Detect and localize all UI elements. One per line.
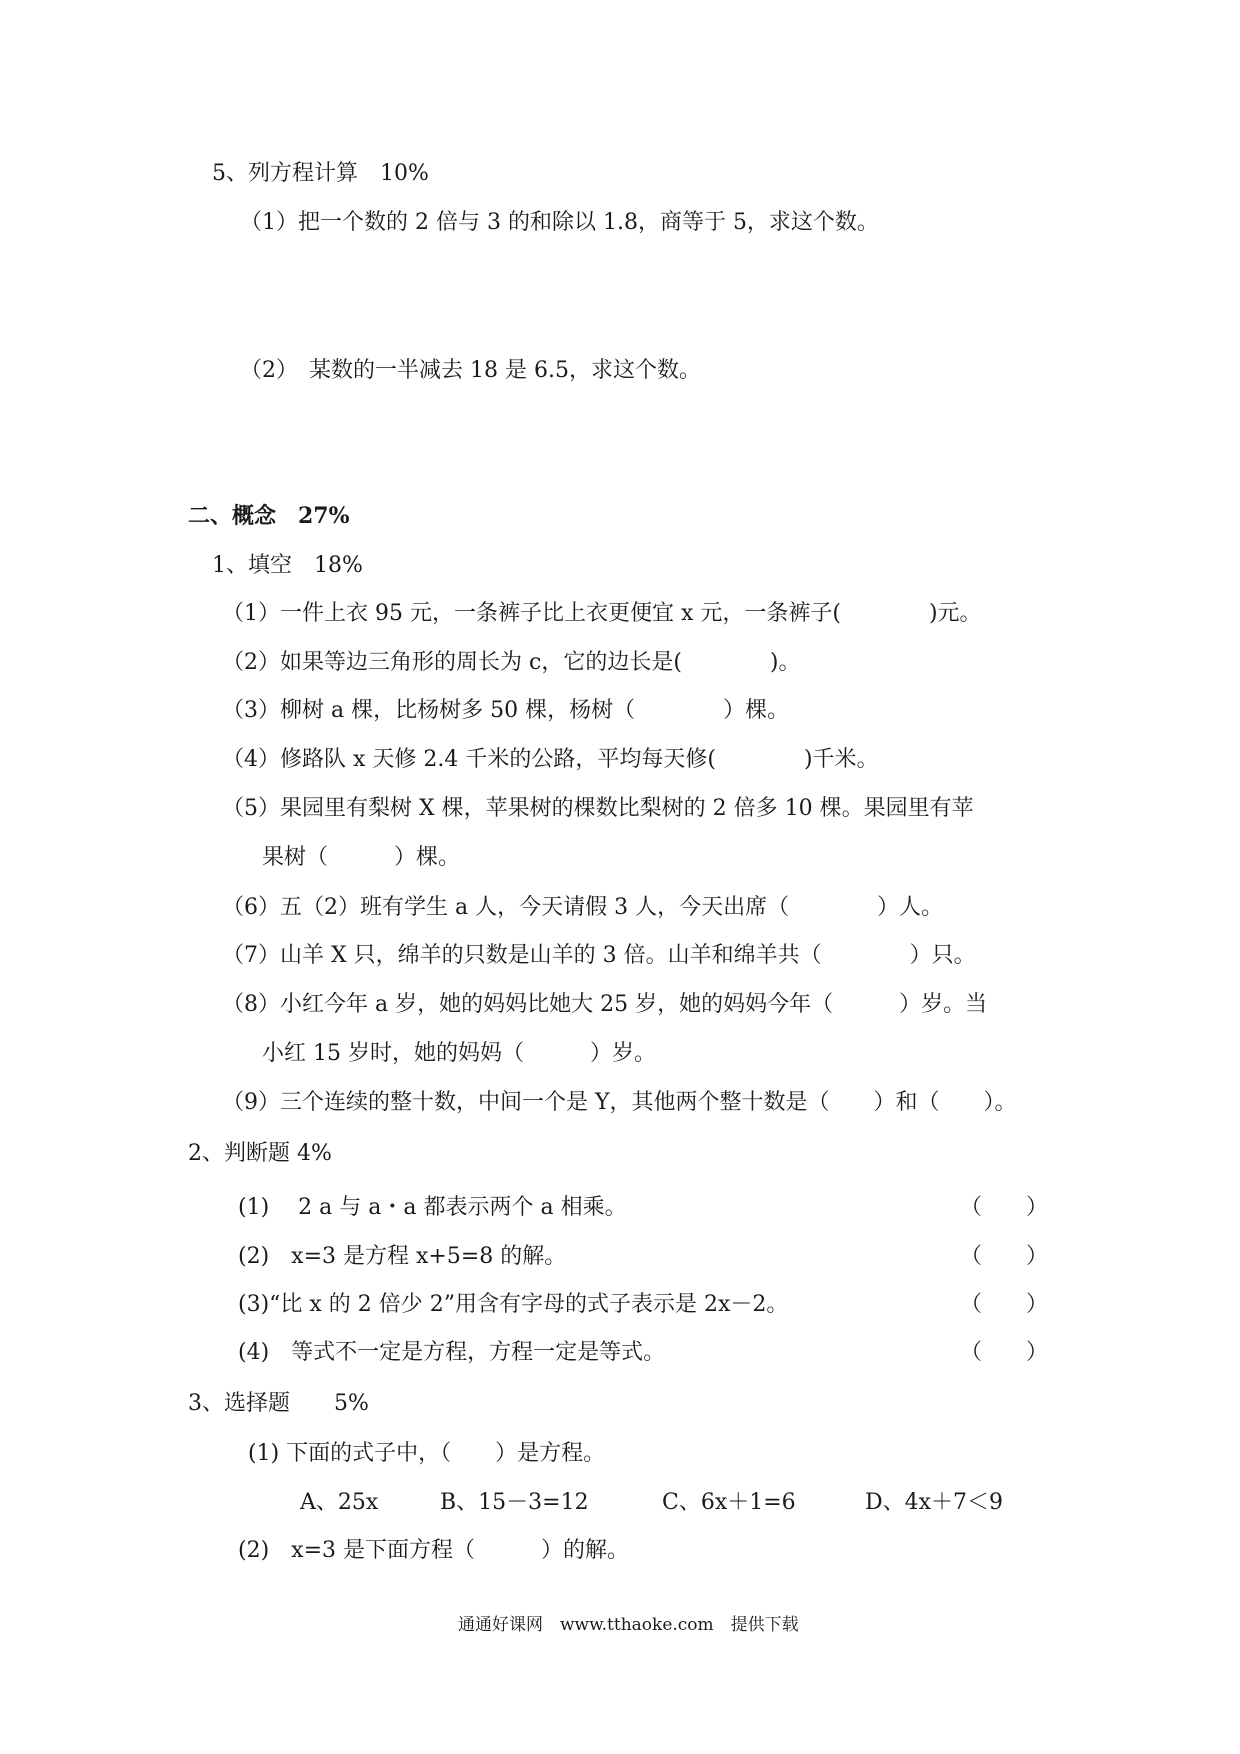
sec5-q2: （2） 某数的一半减去 18 是 6.5，求这个数。 (240, 358, 701, 383)
sec5-title: 5、列方程计算 10% (212, 161, 429, 186)
fill-item-6: （6）五（2）班有学生 a 人，今天请假 3 人，今天出席（ ）人。 (222, 895, 944, 920)
fill-item-7: （7）山羊 X 只，绵羊的只数是山羊的 3 倍。山羊和绵羊共（ ）只。 (222, 943, 976, 968)
choice-q2: (2) x=3 是下面方程（ ）的解。 (238, 1538, 629, 1563)
fill-item-8-cont: 小红 15 岁时，她的妈妈（ ）岁。 (262, 1041, 656, 1066)
choice-option-b: B、15－3=12 (440, 1490, 589, 1515)
choice-option-d: D、4x＋7＜9 (865, 1490, 1004, 1515)
judge-item-2: (2) x=3 是方程 x+5=8 的解。 (238, 1244, 567, 1269)
choice-option-a: A、25x (300, 1490, 379, 1515)
judge-mark-2: （ ） (960, 1244, 1049, 1269)
fill-item-9: （9）三个连续的整十数，中间一个是 Y，其他两个整十数是（ ）和（ ）。 (222, 1090, 1017, 1115)
judge-item-1: (1) 2 a 与 a・a 都表示两个 a 相乘。 (238, 1195, 627, 1220)
fill-item-5-cont: 果树（ ）棵。 (262, 845, 461, 870)
fill-item-8: （8）小红今年 a 岁，她的妈妈比她大 25 岁，她的妈妈今年（ ）岁。当 (222, 992, 988, 1017)
judge-item-3: (3)“比 x 的 2 倍少 2”用含有字母的式子表示是 2x－2。 (238, 1292, 789, 1317)
sec2-title: 二、概念 27% (188, 503, 350, 529)
sec5-q1: （1）把一个数的 2 倍与 3 的和除以 1.8，商等于 5，求这个数。 (240, 210, 879, 235)
fill-item-4: （4）修路队 x 天修 2.4 千米的公路，平均每天修( )千米。 (222, 747, 879, 772)
fill-item-1: （1）一件上衣 95 元，一条裤子比上衣更便宜 x 元，一条裤子( )元。 (222, 601, 982, 626)
judge-mark-1: （ ） (960, 1195, 1049, 1220)
judge-item-4: (4) 等式不一定是方程，方程一定是等式。 (238, 1340, 666, 1365)
fill-item-3: （3）柳树 a 棵，比杨树多 50 棵，杨树（ ）棵。 (222, 698, 790, 723)
fill-item-5: （5）果园里有梨树 X 棵，苹果树的棵数比梨树的 2 倍多 10 棵。果园里有苹 (222, 796, 974, 821)
fill-item-2: （2）如果等边三角形的周长为 c，它的边长是( )。 (222, 650, 801, 675)
fill-title: 1、填空 18% (212, 553, 363, 578)
footer-text: 通通好课网 www.tthaoke.com 提供下载 (458, 1615, 799, 1635)
judge-mark-4: （ ） (960, 1340, 1049, 1365)
choice-option-c: C、6x＋1=6 (662, 1490, 796, 1515)
choice-q1: (1) 下面的式子中，（ ）是方程。 (248, 1441, 606, 1466)
choice-title: 3、选择题 5% (188, 1391, 369, 1416)
judge-title: 2、判断题 4% (188, 1141, 332, 1166)
judge-mark-3: （ ） (960, 1292, 1049, 1317)
